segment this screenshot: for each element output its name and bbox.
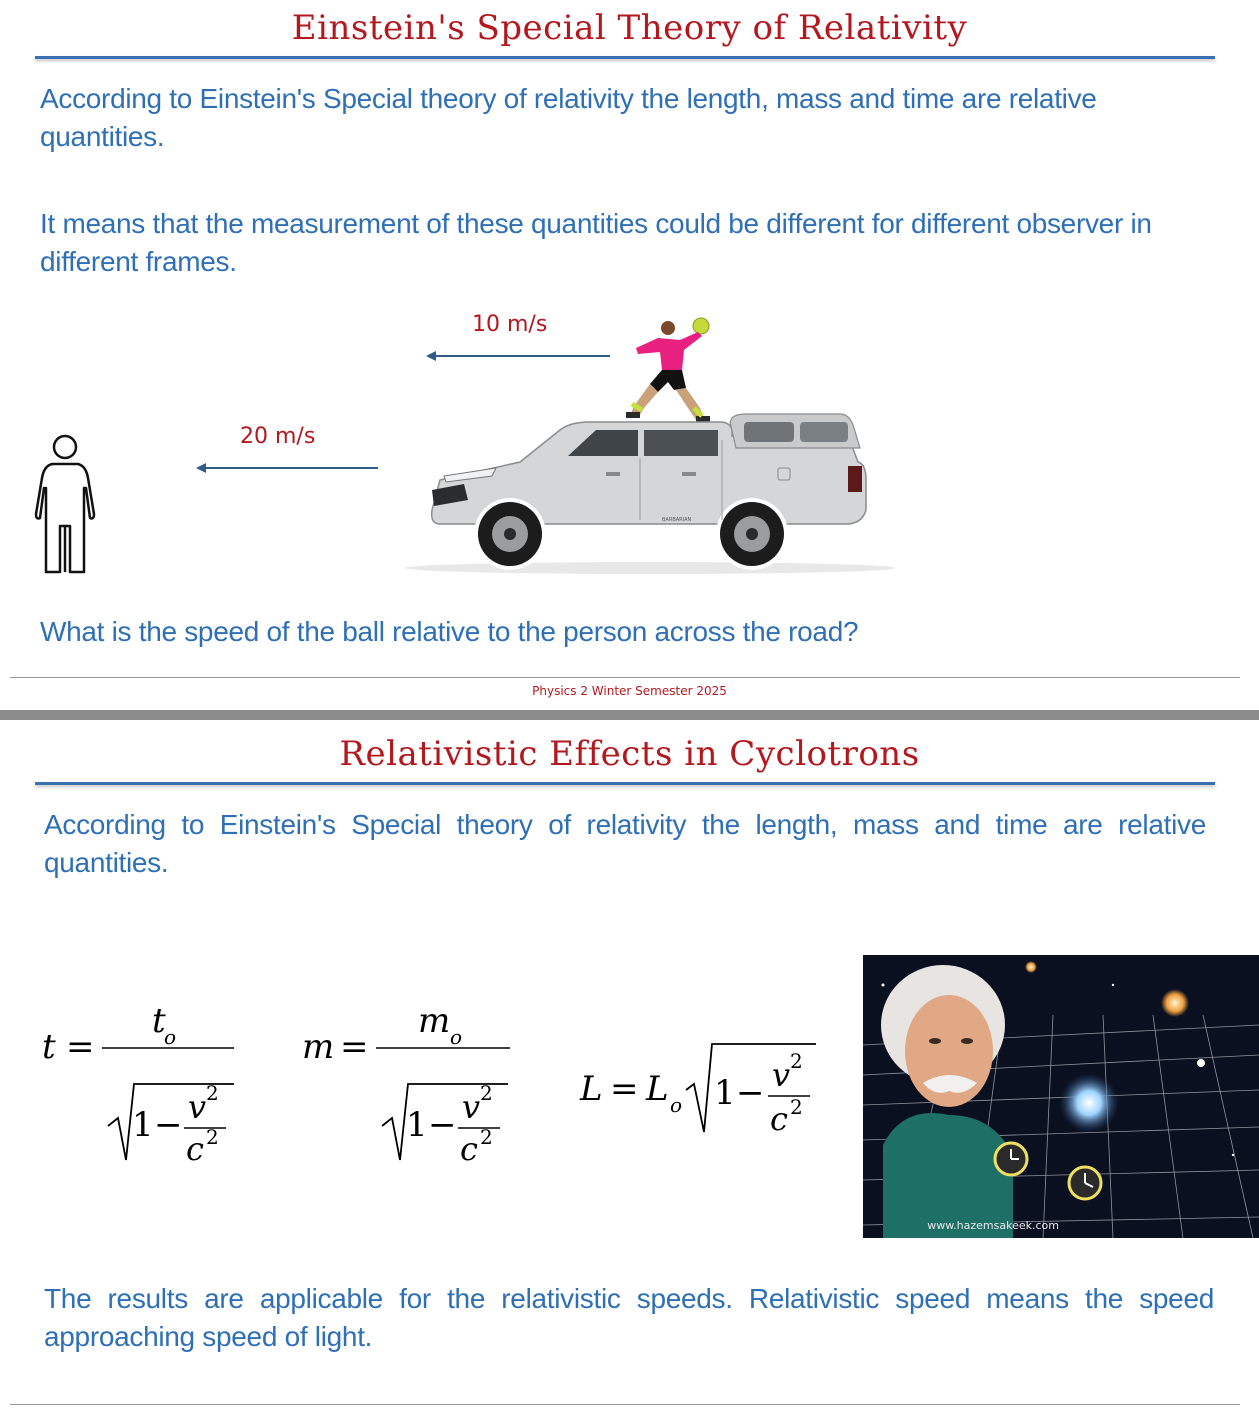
pickup-truck-image (400, 400, 900, 580)
eq-mass-minus: − (428, 1105, 457, 1145)
eq-mass-one: 1 (406, 1105, 428, 1145)
car-badge-text: BARBARIAN (662, 517, 692, 523)
slide-1-footer: Physics 2 Winter Semester 2025 (532, 684, 727, 698)
eq-length-c: c (770, 1100, 788, 1138)
eq-length-lhs: L (580, 1069, 603, 1109)
time-dilation-equation (38, 1000, 248, 1170)
observer-person-icon (30, 430, 102, 580)
ball-velocity-arrow (420, 346, 615, 366)
eq-length-v-exp: 2 (790, 1049, 803, 1073)
car-speed-label: 20 m/s (240, 424, 316, 449)
slide-2 (0, 720, 1259, 1410)
eq-mass-numerator-sub: o (450, 1025, 463, 1049)
eq-time-one: 1 (132, 1105, 154, 1145)
eq-length-one: 1 (714, 1073, 736, 1113)
eq-mass-lhs: m (302, 1027, 335, 1067)
eq-length-rhs: L (646, 1069, 669, 1109)
slide-2-paragraph-2: The results are applicable for the relativistic speeds. Relativistic speed means the speed approaching speed of light. (44, 1283, 1214, 1352)
spacetime-grid-illustration (863, 955, 1259, 1238)
slide-1-footer-rule (10, 677, 1240, 678)
einstein-spacetime-image (863, 955, 1259, 1238)
eq-length-c-exp: 2 (790, 1095, 803, 1119)
eq-mass-c: c (460, 1130, 478, 1168)
eq-mass-c-exp: 2 (480, 1125, 493, 1149)
slide-2-title-rule (35, 782, 1215, 785)
length-contraction-equation (576, 1010, 826, 1150)
slide-1-question: What is the speed of the ball relative to the person across the road? (40, 616, 859, 647)
eq-time-v: v (188, 1088, 207, 1126)
eq-mass-equals: = (340, 1027, 369, 1067)
eq-time-c: c (186, 1130, 204, 1168)
eq-time-equals: = (66, 1027, 95, 1067)
eq-time-v-exp: 2 (206, 1081, 219, 1105)
eq-time-c-exp: 2 (206, 1125, 219, 1149)
slide-1-paragraph-2: It means that the measurement of these quantities could be different for different observer in different frames. (40, 208, 1152, 277)
eq-length-minus: − (736, 1073, 765, 1113)
eq-time-numerator: t (152, 1001, 166, 1041)
eq-mass-numerator: m (418, 1001, 451, 1041)
eq-length-equals: = (610, 1069, 639, 1109)
eq-length-rhs-sub: o (670, 1093, 683, 1117)
image-watermark: www.hazemsakeek.com (927, 1219, 1059, 1232)
eq-mass-v: v (462, 1088, 481, 1126)
ball-speed-label: 10 m/s (472, 312, 548, 337)
slide-2-title: Relativistic Effects in Cyclotrons (339, 734, 920, 774)
slide-separator (0, 710, 1259, 720)
slide-2-paragraph-1: According to Einstein's Special theory of relativity the length, mass and time are relative quantities. (44, 809, 1206, 878)
slide-1-paragraph-1: According to Einstein's Special theory of relativity the length, mass and time are relative quantities. (40, 83, 1097, 152)
eq-time-minus: − (154, 1105, 183, 1145)
car-velocity-arrow (190, 458, 385, 478)
eq-length-v: v (772, 1056, 791, 1094)
slide-1-title-rule (35, 56, 1215, 59)
eq-mass-v-exp: 2 (480, 1081, 493, 1105)
eq-time-lhs: t (42, 1027, 56, 1067)
relativistic-mass-equation (300, 1000, 520, 1170)
slide-1-title: Einstein's Special Theory of Relativity (291, 8, 968, 48)
eq-time-numerator-sub: o (164, 1025, 177, 1049)
slide-2-footer-rule (10, 1404, 1240, 1405)
